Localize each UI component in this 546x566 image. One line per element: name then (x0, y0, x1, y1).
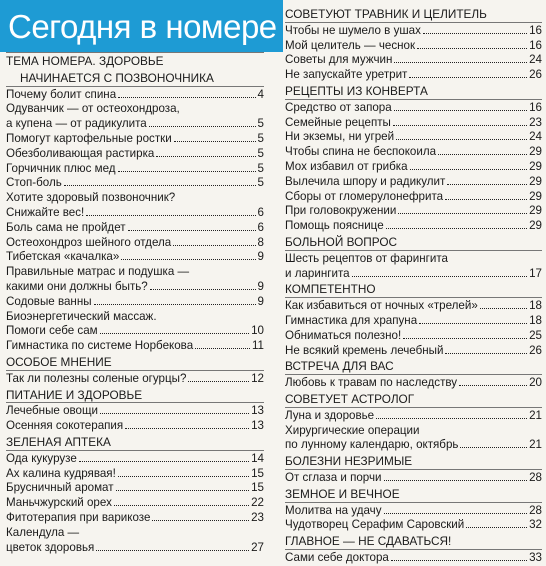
toc-item-title: Ни экземы, ни угрей (285, 130, 395, 144)
page-number: 26 (529, 343, 542, 357)
page-number: 23 (251, 510, 264, 524)
toc-item-title: От сглаза и порчи (285, 470, 382, 484)
dot-leader (188, 372, 249, 382)
dot-leader (466, 518, 527, 528)
dot-leader (174, 132, 256, 142)
toc-item-title: Стоп-боль (6, 176, 62, 190)
toc-item[interactable] (6, 467, 264, 482)
toc-item[interactable] (6, 132, 264, 147)
page-number: 25 (529, 328, 542, 342)
toc-item[interactable] (6, 117, 264, 132)
dot-leader (394, 53, 527, 63)
dot-leader (128, 221, 256, 231)
dot-leader (100, 404, 249, 414)
toc-item-line: Шесть рецептов от фарингита (285, 251, 448, 265)
toc-item[interactable] (6, 162, 264, 177)
dot-leader (118, 467, 249, 477)
dot-leader (116, 481, 250, 491)
toc-item-title: Помощь пояснице (285, 219, 384, 233)
dot-leader (156, 147, 255, 157)
page-number: 18 (529, 313, 542, 327)
dot-leader (376, 409, 527, 419)
dot-leader (417, 39, 527, 49)
dot-leader (386, 219, 527, 229)
toc-item[interactable] (6, 452, 264, 467)
toc-item-title: и ларингита (285, 266, 350, 280)
dot-leader (152, 511, 249, 521)
dot-leader (480, 299, 527, 309)
toc-item-title: Чудотворец Серафим Саровский (285, 518, 465, 532)
page-number: 9 (257, 279, 264, 293)
toc-item-title: Мох избавил от грибка (285, 159, 408, 173)
toc-item-line: Одуванчик — от остеохондроза, (6, 102, 180, 116)
toc-item-title: Ах калина кудрявая! (6, 466, 116, 480)
page-number: 6 (257, 205, 264, 219)
page-number: 10 (251, 324, 264, 338)
page-number: 22 (251, 496, 264, 510)
dot-leader (118, 162, 256, 172)
toc-item[interactable] (6, 372, 264, 387)
dot-leader (118, 88, 255, 98)
toc-item[interactable] (285, 438, 542, 453)
dot-leader (445, 344, 527, 354)
page-number: 21 (529, 438, 542, 452)
toc-item-line: Хирургические операции (285, 423, 420, 437)
page-header (0, 0, 283, 52)
page-number: 4 (257, 87, 264, 101)
page-number: 9 (257, 250, 264, 264)
toc-item[interactable] (285, 376, 542, 391)
dot-leader (393, 116, 527, 126)
toc-item[interactable] (285, 219, 542, 234)
page-number: 21 (529, 408, 542, 422)
dot-leader (419, 314, 527, 324)
section-heading: СОВЕТУЕТ АСТРОЛОГ (285, 391, 542, 408)
toc-item-title: Вылечила шпору и радикулит (285, 174, 446, 188)
toc-item-title: Ода кукурузе (6, 451, 77, 465)
page-number: 16 (529, 100, 542, 114)
toc-item-title: Брусничный аромат (6, 481, 114, 495)
dot-leader (447, 175, 527, 185)
page-number: 29 (529, 219, 542, 233)
page-number: 24 (529, 130, 542, 144)
page-number: 16 (529, 38, 542, 52)
page-number: 5 (257, 161, 264, 175)
toc-item-title: по лунному календарю, октябрь (285, 438, 459, 452)
toc-item[interactable] (285, 68, 542, 83)
dot-leader (121, 250, 255, 260)
dot-leader (403, 329, 527, 339)
toc-item-title: Луна и здоровье (285, 408, 375, 422)
toc-item[interactable] (285, 24, 542, 39)
dot-leader (398, 204, 527, 214)
page-number: 12 (251, 371, 264, 385)
toc-item[interactable] (285, 518, 542, 533)
toc-item-title: Обниматься полезно! (285, 328, 402, 342)
toc-item-title: Гимнастика по системе Норбекова (6, 339, 194, 353)
page-number: 20 (529, 376, 542, 390)
section-heading: ПИТАНИЕ И ЗДОРОВЬЕ (6, 387, 264, 404)
section-heading: ОСОБОЕ МНЕНИЕ (6, 354, 264, 371)
page-number: 29 (529, 189, 542, 203)
toc-item[interactable] (6, 221, 264, 236)
toc-item[interactable] (285, 101, 542, 116)
toc-item[interactable] (285, 116, 542, 131)
page-number: 13 (251, 404, 264, 418)
toc-item-title: При головокружении (285, 204, 397, 218)
section-heading: РЕЦЕПТЫ ИЗ КОНВЕРТА (285, 83, 542, 100)
toc-item[interactable] (285, 314, 542, 329)
dot-leader (445, 190, 527, 200)
toc-item[interactable] (285, 190, 542, 205)
page-number: 9 (257, 294, 264, 308)
toc-item[interactable] (6, 250, 264, 265)
section-heading: СОВЕТУЮТ ТРАВНИК И ЦЕЛИТЕЛЬ (285, 6, 542, 23)
left-column (6, 52, 264, 555)
dot-leader (86, 206, 255, 216)
dot-leader (384, 471, 528, 481)
page-number: 33 (529, 550, 542, 564)
section-heading: ЗЕМНОЕ И ВЕЧНОЕ (285, 486, 542, 503)
toc-item-title: Осенняя сокотерапия (6, 419, 124, 433)
page-number: 28 (529, 470, 542, 484)
section-heading: ГЛАВНОЕ — НЕ СДАВАТЬСЯ! (285, 533, 542, 550)
dot-leader (438, 145, 527, 155)
toc-item-title: Горчичник плюс мед (6, 161, 116, 175)
toc-item-title: Тибетская «качалка» (6, 250, 120, 264)
section-heading: ЗЕЛЕНАЯ АПТЕКА (6, 434, 264, 451)
page-number: 11 (251, 339, 264, 353)
dot-leader (352, 267, 528, 277)
toc-item-title: Лечебные овощи (6, 404, 99, 418)
page-number: 5 (257, 117, 264, 131)
page-number: 5 (257, 131, 264, 145)
page-number: 32 (529, 518, 542, 532)
page-number: 15 (251, 466, 264, 480)
toc-item[interactable] (285, 175, 542, 190)
toc-item-line: Хотите здоровый позвоночник? (6, 191, 176, 205)
dot-leader (79, 452, 249, 462)
page-number: 16 (529, 23, 542, 37)
toc-item[interactable] (285, 267, 542, 282)
toc-item[interactable] (285, 130, 542, 145)
toc-item-title: Почему болит спина (6, 87, 117, 101)
dot-leader (391, 551, 527, 561)
page-number: 5 (257, 176, 264, 190)
toc-item-title: Чтобы спина не беспокоила (285, 145, 437, 159)
section-heading: КОМПЕТЕНТНО (285, 281, 542, 298)
dot-leader (94, 295, 256, 305)
toc-item-title: Не всякий кремень лечебный (285, 343, 444, 357)
dot-leader (125, 419, 249, 429)
toc-item[interactable] (6, 481, 264, 496)
toc-item[interactable] (285, 344, 542, 359)
toc-item[interactable] (6, 541, 264, 556)
toc-item-title: Любовь к травам по наследству (285, 376, 458, 390)
toc-item[interactable] (6, 324, 264, 339)
toc-item-title: а купена — от радикулита (6, 117, 147, 131)
toc-item-title: Мой целитель — чеснок (285, 38, 416, 52)
page-number: 18 (529, 299, 542, 313)
toc-item-title: Помоги себе сам (6, 324, 98, 338)
toc-item-title: Обезболивающая растирка (6, 146, 155, 160)
toc-item[interactable] (285, 329, 542, 344)
toc-item[interactable] (6, 147, 264, 162)
toc-item[interactable] (6, 511, 264, 526)
toc-item-title: Так ли полезны соленые огурцы? (6, 371, 187, 385)
toc-item[interactable] (6, 280, 264, 295)
dot-leader (384, 504, 528, 514)
page-number: 29 (529, 159, 542, 173)
toc-item[interactable] (285, 551, 542, 566)
toc-item[interactable] (285, 53, 542, 68)
right-column (285, 6, 542, 566)
dot-leader (64, 176, 256, 186)
section-heading: БОЛЬНОЙ ВОПРОС (285, 234, 542, 251)
dot-leader (96, 541, 249, 551)
toc-item-title: Сборы от гломерулонефрита (285, 189, 444, 203)
toc-item-title: Снижайте вес! (6, 205, 85, 219)
toc-item[interactable] (6, 419, 264, 434)
dot-leader (423, 24, 527, 34)
page-number: 5 (257, 146, 264, 160)
page-number: 14 (251, 451, 264, 465)
dot-leader (396, 130, 527, 140)
toc-item[interactable] (285, 39, 542, 54)
toc-item-title: Гимнастика для храпуна (285, 313, 418, 327)
section-heading: БОЛЕЗНИ НЕЗРИМЫЕ (285, 453, 542, 470)
toc-item[interactable] (6, 88, 264, 103)
page-number: 15 (251, 481, 264, 495)
section-heading: ТЕМА НОМЕРА. ЗДОРОВЬЕ (6, 52, 264, 69)
page-number: 23 (529, 115, 542, 129)
dot-leader (459, 376, 527, 386)
page-number: 6 (257, 220, 264, 234)
toc-item[interactable] (285, 471, 542, 486)
page-number: 24 (529, 53, 542, 67)
toc-item-title: Фитотерапия при варикозе (6, 510, 151, 524)
toc-item-line: Биоэнергетический массаж. (6, 309, 157, 323)
dot-leader (409, 68, 527, 78)
toc-item-title: Семейные рецепты (285, 115, 391, 129)
dot-leader (149, 117, 256, 127)
toc-item[interactable] (6, 206, 264, 221)
page-number: 13 (251, 419, 264, 433)
page-number: 26 (529, 68, 542, 82)
toc-item[interactable] (285, 204, 542, 219)
toc-item[interactable] (285, 409, 542, 424)
toc-item-line: Правильные матрас и подушка — (6, 265, 190, 279)
dot-leader (394, 101, 527, 111)
toc-item[interactable] (6, 236, 264, 251)
toc-item[interactable] (6, 339, 264, 354)
page-number: 8 (257, 235, 264, 249)
toc-item[interactable] (285, 145, 542, 160)
dot-leader (100, 324, 249, 334)
toc-item-title: Как избавиться от ночных «трелей» (285, 299, 478, 313)
toc-item[interactable] (6, 404, 264, 419)
page-number: 29 (529, 204, 542, 218)
dot-leader (150, 280, 256, 290)
toc-item[interactable] (285, 299, 542, 314)
page-title: Сегодня в номере (8, 8, 277, 45)
toc-item-title: Боль сама не пройдет (6, 220, 126, 234)
toc-item-title: Остеохондроз шейного отдела (6, 235, 172, 249)
toc-item[interactable] (6, 176, 264, 191)
toc-item-title: Советы для мужчин (285, 53, 393, 67)
section-heading: ВСТРЕЧА ДЛЯ ВАС (285, 358, 542, 375)
page-number: 17 (529, 266, 542, 280)
toc-item[interactable] (285, 504, 542, 519)
section-heading: НАЧИНАЕТСЯ С ПОЗВОНОЧНИКА (6, 70, 264, 87)
toc-item[interactable] (285, 160, 542, 175)
page-number: 27 (251, 540, 264, 554)
dot-leader (195, 339, 250, 349)
toc-item-line: Календула — (6, 525, 80, 539)
dot-leader (460, 438, 527, 448)
page-number: 28 (529, 503, 542, 517)
toc-item-title: цветок здоровья (6, 540, 95, 554)
toc-item-title: Содовые ванны (6, 294, 92, 308)
toc-item-title: Чтобы не шумело в ушах (285, 23, 421, 37)
toc-item-title: Помогут картофельные ростки (6, 131, 172, 145)
toc-item-title: какими они должны быть? (6, 279, 148, 293)
toc-item-title: Маньчжурский орех (6, 496, 112, 510)
toc-item-title: Молитва на удачу (285, 503, 382, 517)
page-number: 29 (529, 174, 542, 188)
dot-leader (410, 160, 528, 170)
page-number: 29 (529, 145, 542, 159)
toc-item[interactable] (6, 496, 264, 511)
toc-item[interactable] (6, 295, 264, 310)
dot-leader (173, 236, 255, 246)
dot-leader (114, 496, 249, 506)
toc-item-title: Сами себе доктора (285, 550, 389, 564)
toc-item-title: Средство от запора (285, 100, 392, 114)
toc-item-title: Не запускайте уретрит (285, 68, 408, 82)
